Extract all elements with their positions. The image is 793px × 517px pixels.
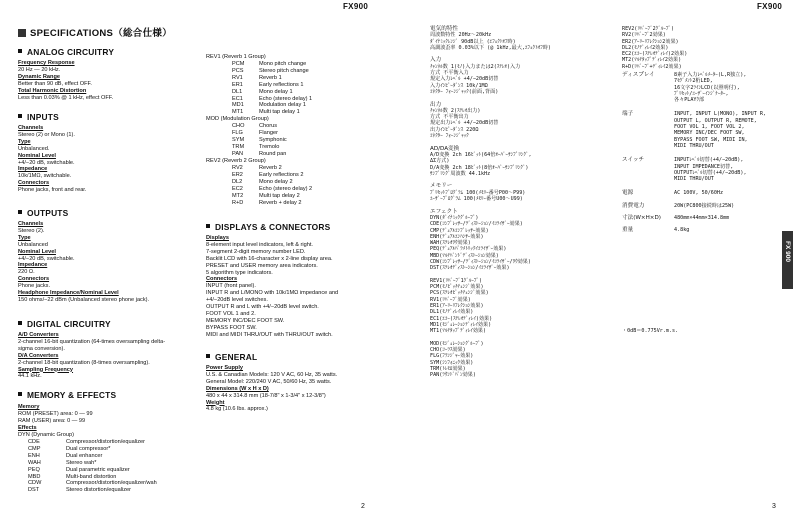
effect-name: Dual parametric equalizer: [66, 466, 130, 473]
effect-name: Stereo wah*: [66, 459, 97, 466]
spec-line: Unbalanced.: [18, 145, 50, 152]
effect-name: Compressor/distortion/equalizer: [66, 439, 145, 445]
spec-line: ﾌﾟﾘｾｯﾄﾌﾟﾛｸﾞﾗﾑ 100(ﾒﾓﾘｰ番号P00〜P99): [430, 189, 526, 196]
effect-code: MT2: [232, 192, 244, 199]
spec-label: Channels: [18, 221, 44, 227]
spec-label: Connectors: [206, 276, 238, 283]
spec-line: 10k/1MΩ, switchable.: [18, 173, 72, 180]
bullet-icon: [18, 321, 22, 325]
spec-line: 方式 不平衡入力: [430, 70, 469, 77]
spec-label: エフェクト: [430, 208, 458, 215]
effect-name: Modulation delay 1: [259, 102, 306, 109]
spec-line: REV2(ﾘﾊﾞｰﾌﾞ2ｸﾞﾙｰﾌﾟ): [622, 26, 675, 32]
effect-row: [232, 193, 312, 200]
spec-line: 220 Ω.: [18, 269, 35, 276]
spec-line: ﾁｬﾝﾈﾙ数 2(ｽﾃﾚｵ出力): [430, 107, 481, 114]
section-heading-outputs: OUTPUTS: [18, 208, 68, 218]
spec-line: 150 ohms/−22 dBm (Unbalanced stereo phone jack).: [18, 296, 150, 303]
spec-line: MIDI and MIDI THRU/OUT with THRU/OUT switch.: [206, 331, 333, 338]
spec-line: ENH(ﾃﾞｭｱﾙｴﾝﾊﾝｻｰ効果): [430, 233, 484, 240]
effect-code: DL2: [232, 178, 243, 185]
spec-line: PCS(ｽﾃﾚｵﾋﾟｯﾁﾁｪﾝｼﾞ効果): [430, 290, 489, 297]
effect-code: FLG: [232, 129, 243, 136]
jp-spec-value-line: INPUT, INPUT L(MONO), INPUT R,: [674, 111, 767, 118]
spec-line: ｺﾈｸﾀｰ ﾌｫｰﾝｼﾞｬｯｸ: [430, 133, 469, 140]
page-title: SPECIFICATIONS（総合仕様）: [18, 25, 172, 39]
effect-code: CHO: [232, 123, 245, 129]
effect-row: [28, 439, 157, 446]
jp-spec-value: [674, 111, 766, 149]
general-specs: [206, 365, 337, 413]
jp-spec-key: 重量: [622, 227, 634, 234]
bullet-icon: [18, 210, 22, 214]
effect-name: Early reflections 2: [259, 171, 304, 178]
page-number-right: 3: [772, 503, 776, 510]
spec-line: ROM (PRESET) area: 0 — 99: [18, 410, 93, 417]
page-header-right: FX900: [757, 2, 783, 11]
jp-spec-value-line: INPUTﾚﾍﾞﾙ切替(+4/−20dB),: [674, 157, 744, 164]
section-heading-digital: DIGITAL CIRCUITRY: [18, 319, 111, 329]
spec-line: RV1(ﾘﾊﾞｰﾌﾞ効果): [430, 296, 471, 303]
jp-spec-value-line: ﾌﾟﾘｾｯﾄ/ﾕｰｻﾞｰｲﾝｼﾞｹｰﾀｰ,: [674, 90, 729, 97]
effect-name: Compressor/distortion/equalizer/wah: [66, 480, 157, 487]
spec-line: INPUT (front panel).: [206, 283, 256, 290]
spec-line: INPUT R and L/MONO with 10k/1MΩ impedance and: [206, 290, 339, 297]
spec-label: Headphone Impedance/Nominal Level: [18, 290, 119, 297]
spec-line: +4/−20dB level switches.: [206, 297, 268, 304]
jp-spec-key: 消費電力: [622, 202, 645, 209]
effect-name: Echo (stereo delay) 2: [259, 185, 313, 192]
effect-name: Multi-band distortion: [66, 473, 117, 480]
spec-line: D/A変換 2ch 18ﾋﾞｯﾄ(8倍ｵｰﾊﾞｰｻﾝﾌﾟﾘﾝｸﾞ): [430, 164, 529, 171]
jp-spec-value-line: INPUT IMPEDANCE切替,: [674, 163, 734, 170]
spec-line: A/D変換 2ch 16ﾋﾞｯﾄ(64倍ｵｰﾊﾞｰｻﾝﾌﾟﾘﾝｸﾞ,: [430, 151, 532, 158]
spec-line: 44.1 kHz.: [18, 373, 42, 380]
section-heading-general: GENERAL: [206, 352, 257, 362]
spec-line: ﾁｬﾝﾈﾙ数 1(ﾓﾉ)入力または2(ｽﾃﾚｵ)入力: [430, 63, 521, 70]
spec-label: Weight: [206, 399, 225, 406]
bullet-icon: [206, 224, 210, 228]
effect-row: [232, 89, 312, 96]
jp-note: ・0dB＝0.775Vr.m.s.: [622, 328, 679, 334]
effect-code: TRM: [232, 143, 245, 150]
spec-line: ﾕｰｻﾞｰﾌﾟﾛｸﾞﾗﾑ 100(ﾒﾓﾘｰ番号U00〜U99): [430, 196, 523, 203]
spec-line: DYN (Dynamic Group): [18, 431, 74, 438]
effect-code: ENH: [28, 452, 40, 459]
bullet-icon: [18, 49, 22, 53]
jp-spec-value: [674, 157, 747, 182]
spec-line: 方式 不平衡出力: [430, 114, 469, 121]
effect-name: Dual compressor*: [66, 445, 111, 452]
effect-row: [232, 144, 287, 151]
spec-line: Stereo (2).: [18, 227, 45, 234]
section-heading-inputs: INPUTS: [18, 112, 59, 122]
spec-line: 480 x 44 x 314.8 mm (18-7/8" x 1-3/4" x 12-3/8"): [206, 392, 326, 399]
spec-label: A/D Converters: [18, 332, 59, 338]
jp-spec-key: ディスプレイ: [622, 72, 655, 78]
jp-spec-value-line: 各々PLAYｸ部: [674, 97, 705, 104]
jp-spec-column-left: [430, 26, 551, 379]
spec-line: RAM (USER) area: 0 — 99: [18, 417, 86, 424]
bullet-icon: [18, 392, 22, 396]
effect-name: Dual enhancer: [66, 452, 103, 459]
spec-label: 入力: [430, 57, 442, 64]
jp-spec-value-line: OUTPUTﾚﾍﾞﾙ切替(+4/−20dB),: [674, 169, 747, 176]
spec-line: Backlit LCD with 16-character x 2-line display area.: [206, 255, 333, 262]
effect-code: CDW: [28, 480, 42, 487]
jp-spec-key: 寸法(W×H×D): [622, 215, 661, 222]
section-heading-memory: MEMORY & EFFECTS: [18, 390, 116, 400]
effect-row: [232, 172, 312, 179]
spec-line: 出力ｲﾝﾋﾟｰﾀﾞﾝｽ 220Ω: [430, 126, 479, 133]
bullet-icon: [18, 114, 22, 118]
spec-line: +4/−20 dB, switchable.: [18, 255, 75, 262]
effect-name: Stereo distortion/equalizer: [66, 487, 131, 494]
spec-line: CHO(ｺｰﾗｽ効果): [430, 347, 466, 354]
jp-spec-value-line: 16文字2ﾗｲﾝLCD(以照明付),: [674, 84, 740, 91]
spec-line: DST(ｽﾃﾚｵﾃﾞｨｽﾄｰｼｮﾝ/ｲｺﾗｲｻﾞｰ効果): [430, 265, 510, 272]
jp-spec-value-line: 8素子入力ﾚﾍﾞﾙﾒｰﾀｰ(L,R独立),: [674, 72, 747, 78]
spec-line: 5 algorithm type indicators.: [206, 269, 273, 276]
jp-spec-row: [622, 215, 766, 221]
rev1-group-title: REV1 (Reverb 1 Group): [206, 54, 266, 60]
jp-spec-row: [622, 227, 766, 233]
spec-label: Dimensions (W x H x D): [206, 385, 269, 392]
effect-row: [28, 467, 157, 474]
effect-name: Round pan: [259, 150, 287, 157]
spec-label: Displays: [206, 235, 230, 241]
effect-name: Flanger: [259, 129, 278, 136]
spec-line: OUTPUT R and L with +4/−20dB level switch.: [206, 304, 319, 311]
spec-line: ｻﾝﾌﾟﾘﾝｸﾞ周波数 44.1kHz: [430, 170, 491, 177]
spec-line: PCM(ﾓﾉﾋﾟｯﾁﾁｪﾝｼﾞ効果): [430, 284, 484, 291]
spec-line: DL2(ﾓﾉﾃﾞｨﾚｲ2効果): [622, 44, 669, 51]
spec-line: MT1(ﾏﾙﾁﾀｯﾌﾟﾃﾞｨﾚｲ効果): [430, 328, 487, 335]
spec-line: Phone jacks, front and rear.: [18, 187, 87, 194]
side-tab: FX 900: [782, 231, 793, 289]
spec-label: Nominal Level: [18, 248, 56, 255]
jp-spec-row: [622, 157, 766, 182]
effect-code: PCM: [232, 61, 245, 67]
jp-spec-value-line: 480mm×44mm×314.8mm: [674, 215, 730, 222]
spec-label: 出力: [430, 101, 442, 108]
effect-row: [232, 61, 312, 68]
jp-spec-value-line: AC 100V, 50/60Hz: [674, 190, 724, 197]
jp-spec-value-line: 20W(PC800接続時は25W): [674, 202, 735, 209]
spec-label: Dynamic Range: [18, 73, 60, 80]
spec-line: MOD(ﾓｼﾞｭﾚｰｼｮﾝｸﾞﾙｰﾌﾟ): [430, 340, 484, 347]
digital-specs: [18, 332, 165, 380]
rev1-effects-list: [232, 61, 312, 116]
jp-spec-value-line: FOOT VOL 1, FOOT VOL 2,: [674, 124, 745, 131]
spec-line: 高調波歪率 0.03%以下 (@ 1kHz,最大,ｴﾌｪｸﾄｵﾌ時): [430, 44, 551, 51]
spec-line: PEQ(ﾃﾞｭｱﾙﾊﾟﾗﾒﾄﾘｯｸｲｺﾗｲｻﾞｰ効果): [430, 246, 507, 253]
jp-spec-value-line: MIDI THRU/OUT: [674, 142, 714, 149]
effect-code: CMP: [28, 445, 41, 452]
effect-code: PAN: [232, 150, 244, 157]
spec-label: Type: [18, 234, 31, 241]
spec-line: Less than 0.03% @ 1 kHz, effect OFF.: [18, 94, 114, 101]
spec-label: 電気的特性: [430, 26, 458, 32]
spec-line: sigma conversion).: [18, 345, 65, 352]
spec-line: ﾀﾞｲﾅﾐｯｸﾚﾝｼﾞ 90dB以上 (ｴﾌｪｸﾄｵﾌ時): [430, 38, 516, 45]
spec-line: U.S. & Canadian Models: 120 V AC, 60 Hz, 35 watts.: [206, 371, 338, 378]
spec-line: 4.8 kg (10.6 lbs. approx.): [206, 406, 268, 413]
spec-label: Type: [18, 138, 31, 145]
jp-spec-value-line: 4.8kg: [674, 227, 690, 234]
effect-row: [28, 460, 157, 467]
effect-code: MBD: [28, 473, 41, 480]
effect-code: R+D: [232, 199, 244, 206]
spec-line: +4/−20 dB, switchable.: [18, 159, 75, 166]
effect-name: Multi tap delay 2: [259, 192, 300, 199]
jp-spec-value-line: MEMORY INC/DEC FOOT SW,: [674, 130, 745, 137]
spec-line: 8-element input level indicators, left & right.: [206, 241, 313, 248]
spec-line: TRM(ﾄﾚﾓﾛ効果): [430, 366, 466, 373]
effect-name: Reverb 1: [259, 74, 282, 81]
effect-name: Chorus: [259, 123, 278, 129]
page-header-left: FX900: [343, 2, 369, 11]
effect-code: SYM: [232, 136, 245, 143]
spec-label: Connectors: [18, 180, 50, 187]
effect-code: ER2: [232, 171, 243, 178]
effect-code: DST: [28, 487, 40, 494]
bullet-icon: [206, 354, 210, 358]
effect-row: [232, 165, 312, 172]
jp-spec-value: [674, 190, 723, 196]
spec-line: Phone jacks.: [18, 283, 51, 290]
effect-name: Symphonic: [259, 136, 287, 143]
jp-spec-row: [622, 203, 766, 209]
spec-label: Effects: [18, 424, 37, 431]
spec-label: Nominal Level: [18, 152, 56, 159]
spec-label: AD/DA変換: [430, 145, 460, 152]
effect-row: [232, 179, 312, 186]
effect-name: Echo (stereo delay) 1: [259, 95, 313, 102]
spec-line: EC2(ｴｺｰ(ｽﾃﾚｵﾃﾞｨﾚｲ)2効果): [622, 51, 688, 58]
square-bullet-icon: [18, 29, 26, 37]
spec-line: REV1(ﾘﾊﾞｰﾌﾞ1ｸﾞﾙｰﾌﾟ): [430, 277, 483, 284]
spec-line: Better than 90 dB, effect OFF.: [18, 80, 92, 87]
spec-line: BYPASS FOOT SW.: [206, 324, 257, 331]
effect-row: [28, 487, 157, 494]
spec-line: FOOT VOL 1 and 2.: [206, 310, 256, 317]
effect-code: ER1: [232, 81, 243, 88]
effect-row: [232, 102, 312, 109]
spec-line: Stereo (2) or Mono (1).: [18, 131, 75, 138]
spec-line: ER2(ｱｰﾘｰﾘﾌﾚｸｼｮﾝ2効果): [622, 38, 679, 45]
effect-name: Tremolo: [259, 143, 280, 150]
effect-code: RV2: [232, 165, 243, 171]
section-heading-analog: ANALOG CIRCUITRY: [18, 47, 114, 57]
effect-code: RV1: [232, 74, 243, 81]
spec-label: Impedance: [18, 262, 48, 269]
spec-line: CMP(ﾃﾞｭｱﾙｺﾝﾌﾟﾚｯｻｰ効果): [430, 227, 489, 234]
spec-line: Unbalanced: [18, 241, 48, 248]
effect-row: [28, 446, 157, 453]
spec-label: D/A Converters: [18, 352, 59, 359]
jp-spec-key: スイッチ: [622, 157, 645, 164]
jp-spec-row: [622, 72, 766, 103]
effect-row: [232, 123, 287, 130]
effect-name: Early reflections 1: [259, 81, 304, 88]
jp-spec-value: [674, 203, 734, 209]
effect-row: [28, 453, 157, 460]
display-connector-specs: [206, 235, 338, 339]
spec-line: DL1(ﾓﾉﾃﾞｨﾚｲ効果): [430, 309, 474, 316]
output-specs: [18, 221, 149, 304]
spec-label: Power Supply: [206, 365, 243, 371]
spec-label: メモリー: [430, 183, 453, 190]
jp-spec-row: [622, 111, 766, 149]
effect-name: Mono delay 2: [259, 178, 293, 185]
spec-line: 2-channel 18-bit quantization (8-times oversampling).: [18, 359, 150, 366]
page-number-left: 2: [361, 503, 365, 510]
jp-spec-row: [622, 190, 766, 196]
jp-spec-column-right: [622, 26, 687, 70]
effect-code: MT1: [232, 109, 244, 116]
spec-line: ΔΣ方式): [430, 158, 450, 165]
spec-line: MEMORY INC/DEC FOOT SW.: [206, 317, 285, 324]
effect-name: Reverb + delay 2: [259, 199, 302, 206]
effect-name: Mono delay 1: [259, 88, 293, 95]
effect-code: PEQ: [28, 466, 40, 473]
jp-spec-value-line: 7ｾｸﾞﾒﾝﾄ2桁LED,: [674, 78, 713, 85]
jp-spec-value-line: OUTPUT L, OUTPUT R, REMOTE,: [674, 117, 757, 124]
effect-row: [28, 474, 157, 481]
spec-line: 規定出力ﾚﾍﾞﾙ +4/−20dB切替: [430, 120, 499, 127]
effect-row: [232, 151, 287, 158]
effect-code: EC1: [232, 95, 243, 102]
effect-code: CDE: [28, 439, 40, 445]
jp-spec-value: [674, 72, 746, 103]
jp-spec-value-line: BYPASS FOOT SW, MIDI IN,: [674, 136, 748, 143]
effect-code: WAH: [28, 459, 41, 466]
effect-code: PCS: [232, 67, 244, 74]
input-specs: [18, 125, 86, 194]
spec-line: CDE(ｺﾝﾌﾟﾚｯｻｰ/ﾃﾞｨｽﾄｰｼｮﾝ/ｲｺﾗｲｻﾞｰ効果): [430, 221, 523, 228]
spec-line: 2-channel 16-bit quantization (64-times oversampling delta-: [18, 338, 166, 345]
jp-spec-key: 電源: [622, 190, 634, 197]
jp-spec-table: [622, 72, 766, 234]
effect-row: [232, 137, 287, 144]
jp-spec-value: [674, 227, 689, 233]
spec-line: MT2(ﾏﾙﾁﾀｯﾌﾟﾃﾞｨﾚｲ2効果): [622, 57, 682, 64]
jp-spec-value-line: MIDI THRU/OUT: [674, 176, 714, 183]
section-heading-displays: DISPLAYS & CONNECTORS: [206, 222, 330, 232]
spec-label: Impedance: [18, 166, 48, 173]
spec-line: SYM(ｼﾝﾌｫﾆｯｸ効果): [430, 359, 474, 366]
rev2-group-title: REV2 (Reverb 2 Group): [206, 158, 266, 164]
spec-line: General Model: 220/240 V AC, 50/60 Hz, 35 watts.: [206, 378, 332, 385]
spec-label: Connectors: [18, 276, 50, 283]
effect-code: DL1: [232, 88, 243, 95]
spec-label: Memory: [18, 404, 40, 410]
spec-line: 規定入力ﾚﾍﾞﾙ +4/−20dB切替: [430, 76, 499, 83]
effect-row: [232, 75, 312, 82]
jp-spec-key: 端子: [622, 111, 634, 118]
spec-line: EC1(ｴｺｰ(ｽﾃﾚｵﾃﾞｨﾚｲ)効果): [430, 315, 493, 322]
spec-line: MBD(ﾏﾙﾁﾊﾞﾝﾄﾞﾃﾞｨｽﾄｰｼｮﾝ効果): [430, 252, 499, 259]
spec-line: ER1(ｱｰﾘｰﾘﾌﾚｸｼｮﾝ効果): [430, 303, 484, 310]
spec-line: 20 Hz — 20 kHz.: [18, 66, 61, 73]
rev2-effects-list: [232, 165, 312, 206]
effect-name: Reverb 2: [259, 165, 282, 171]
effect-name: Mono pitch change: [259, 61, 307, 67]
spec-line: 周波数特性 20Hz〜20kHz: [430, 32, 492, 39]
spec-line: CDW(ｺﾝﾌﾟﾚｯｻｰ/ﾃﾞｨｽﾄｰｼｮﾝ/ｲｺﾗｲｻﾞｰ/ﾜｳ効果): [430, 258, 531, 265]
mod-effects-list: [232, 123, 287, 158]
spec-label: Channels: [18, 125, 44, 131]
effect-row: [232, 82, 312, 89]
jp-spec-value: [674, 215, 729, 221]
effect-code: EC2: [232, 185, 243, 192]
spec-line: PAN(ﾗｳﾝﾄﾞﾊﾟﾝ効果): [430, 372, 476, 379]
spec-label: Total Harmonic Distortion: [18, 87, 87, 94]
mod-group-title: MOD (Modulation Group): [206, 116, 269, 122]
effect-row: [232, 186, 312, 193]
spec-line: DYN(ﾀﾞｲﾅﾐｯｸｸﾞﾙｰﾌﾟ): [430, 214, 479, 221]
analog-specs: [18, 60, 113, 101]
spec-line: 入力ｲﾝﾋﾟｰﾀﾞﾝｽ 10k/1MΩ: [430, 82, 488, 89]
effect-name: Multi tap delay 1: [259, 109, 300, 116]
effect-code: MD1: [232, 102, 244, 109]
spec-line: FLG(ﾌﾗﾝｼﾞｬｰ効果): [430, 353, 474, 360]
spec-line: 7-segment 2-digit memory number LED.: [206, 248, 306, 255]
memory-specs: [18, 404, 93, 439]
spec-line: WAH(ｽﾃﾚｵﾜｳ効果): [430, 240, 471, 247]
spec-line: MD1(ﾓｼﾞｭﾚｰｼｮﾝﾃﾞｨﾚｲ効果): [430, 321, 492, 328]
effect-row: [28, 480, 157, 487]
spec-label: Frequency Response: [18, 60, 75, 66]
spec-label: Sampling Frequency: [18, 366, 74, 373]
spec-line: PRESET and USER memory area indicators.: [206, 262, 318, 269]
effect-row: [232, 130, 287, 137]
spec-line: RV2(ﾘﾊﾞｰﾌﾞ2効果): [622, 32, 666, 39]
effect-row: [232, 96, 312, 103]
spec-line: R+D(ﾘﾊﾞｰﾌﾞ+ﾃﾞｨﾚｲ2効果): [622, 63, 682, 70]
effect-name: Stereo pitch change: [259, 67, 309, 74]
effect-row: [232, 68, 312, 75]
dyn-effects-list: [28, 439, 157, 494]
spec-line: ｺﾈｸﾀｰ ﾌｫｰﾝｼﾞｬｯｸ(前面,背面): [430, 88, 499, 95]
effect-row: [232, 200, 312, 207]
